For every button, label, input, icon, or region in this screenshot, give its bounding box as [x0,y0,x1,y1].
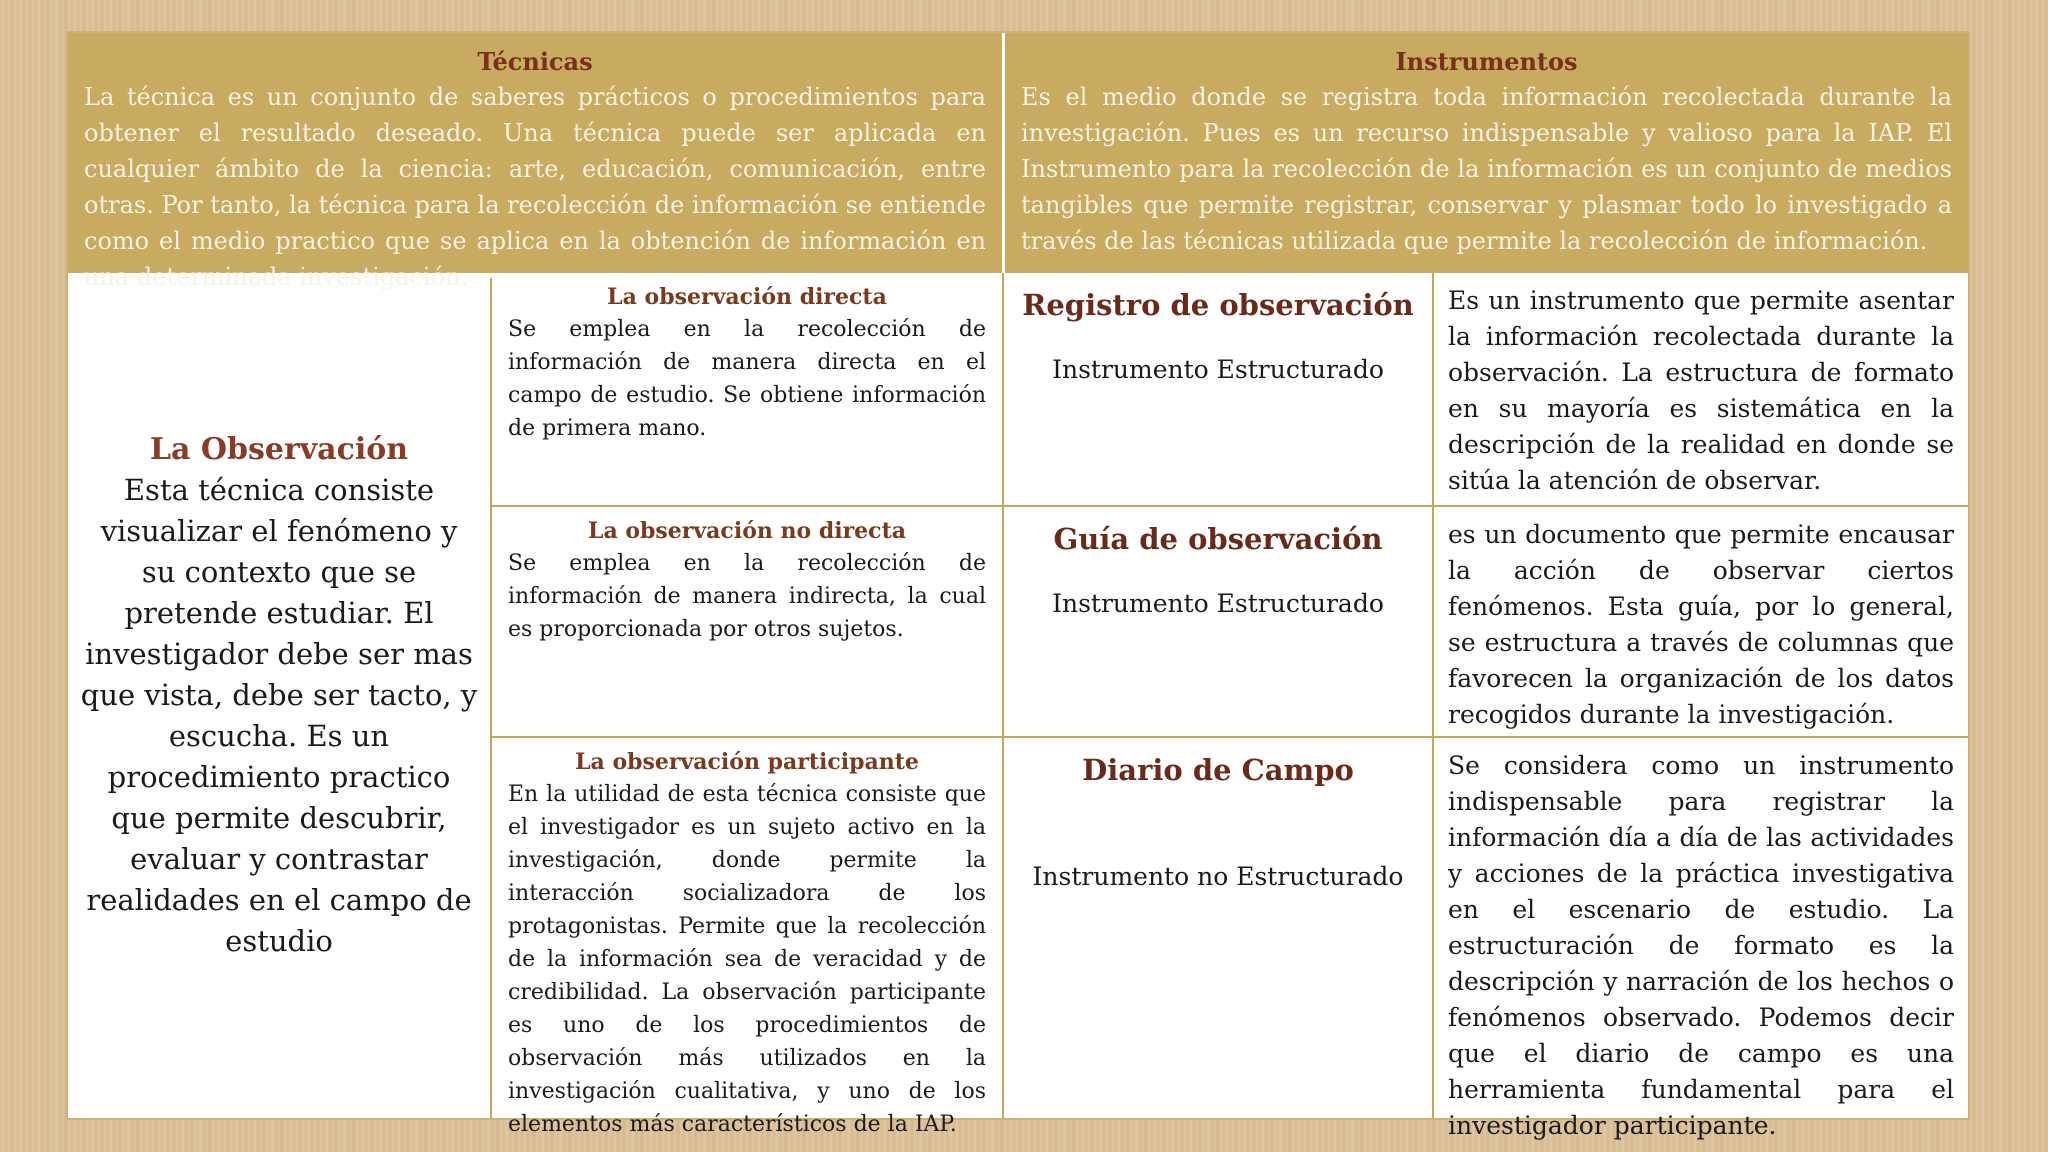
instrumento-cell-guia [1004,507,1432,736]
instrumentos-description: Es el medio donde se registra toda información recolectada durante la investigación. Pues es un recurso indispensable y valioso para la IAP. El Instrumento para la recolección de la información es un conjunto de medios tangibles que permite registrar, conservar y plasmar todo lo investigado a través de las técnicas utilizada que permite la recolección de información. [1021,83,1952,255]
instrumento-description-registro: Es un instrumento que permite asentar la información recolectada durante la observación. La estructura de formato en su mayoría es sistemática en la descripción de la realidad en donde se sitúa la atención de observar. [1448,286,1954,495]
instrumento-type: Instrumento no Estructurado [1032,862,1404,891]
observacion-title: La Observación [149,431,409,467]
observacion-cell [68,273,490,1118]
instrumento-cell-registro [1004,273,1432,505]
tecnicas-header [68,33,1002,291]
instrumento-title: Guía de observación [1053,522,1383,556]
content-table [68,33,1968,1140]
tecnica-title: La observación participante [575,749,919,775]
tecnica-description: Se emplea en la recolección de información de manera directa en el campo de estudio. Se obtiene información de primera mano. [508,317,986,441]
instrumento-type: Instrumento Estructurado [1052,589,1384,618]
tecnicas-title: Técnicas [477,47,593,76]
tecnica-title: La observación no directa [587,518,906,544]
instrumento-title: Registro de observación [1022,288,1414,322]
observacion-description: Esta técnica consiste visualizar el fenómeno y su contexto que se pretende estudiar. El investigador debe ser mas que vista, debe ser tacto, y escucha. Es un procedimiento practico que permite descubrir, evaluar y contrastar realidades en el campo de estudio [80,472,478,958]
instrumento-description-diario: Se considera como un instrumento indispensable para registrar la información día a día de las actividades y acciones de la práctica investigativa en el escenario de estudio. La estructuración de formato es la descripción y narración de los hechos o fenómenos observado. Podemos decir que el diario de campo es una herramienta fundamental para el investigador participante. [1448,751,1954,1140]
instrumento-cell-diario [1004,738,1432,1118]
header-divider [1002,33,1005,273]
instrumento-type: Instrumento Estructurado [1052,355,1384,384]
tecnica-cell-participante [492,738,1002,1137]
tecnicas-description: La técnica es un conjunto de saberes prácticos o procedimientos para obtener el resultado deseado. Una técnica puede ser aplicada en cualquier ámbito de la ciencia: arte, educación, comunicación, entre otras. Por tanto, la técnica para la recolección de información se entiende como el medio practico que se aplica en la obtención de información en una determinada investigación. [84,83,986,291]
tecnica-cell-no-directa [492,507,1002,736]
instrumento-title: Diario de Campo [1082,753,1354,787]
instrumentos-header [1005,33,1968,273]
tecnica-title: La observación directa [607,284,887,310]
tecnica-cell-directa [492,273,1002,505]
tecnica-description: En la utilidad de esta técnica consiste que el investigador es un sujeto activo en la investigación, donde permite la interacción socializadora de los protagonistas. Permite que la recolección de la información sea de veracidad y de credibilidad. La observación participante es uno de los procedimientos de observación más utilizados en la investigación cualitativa, y uno de los elementos más característicos de la IAP. [508,782,986,1137]
instrumento-description-guia: es un documento que permite encausar la acción de observar ciertos fenómenos. Esta guía, por lo general, se estructura a través de columnas que favorecen la organización de los datos recogidos durante la investigación. [1448,520,1954,729]
instrumentos-title: Instrumentos [1395,47,1578,76]
tecnica-description: Se emplea en la recolección de información de manera indirecta, la cual es proporcionada por otros sujetos. [508,551,986,642]
